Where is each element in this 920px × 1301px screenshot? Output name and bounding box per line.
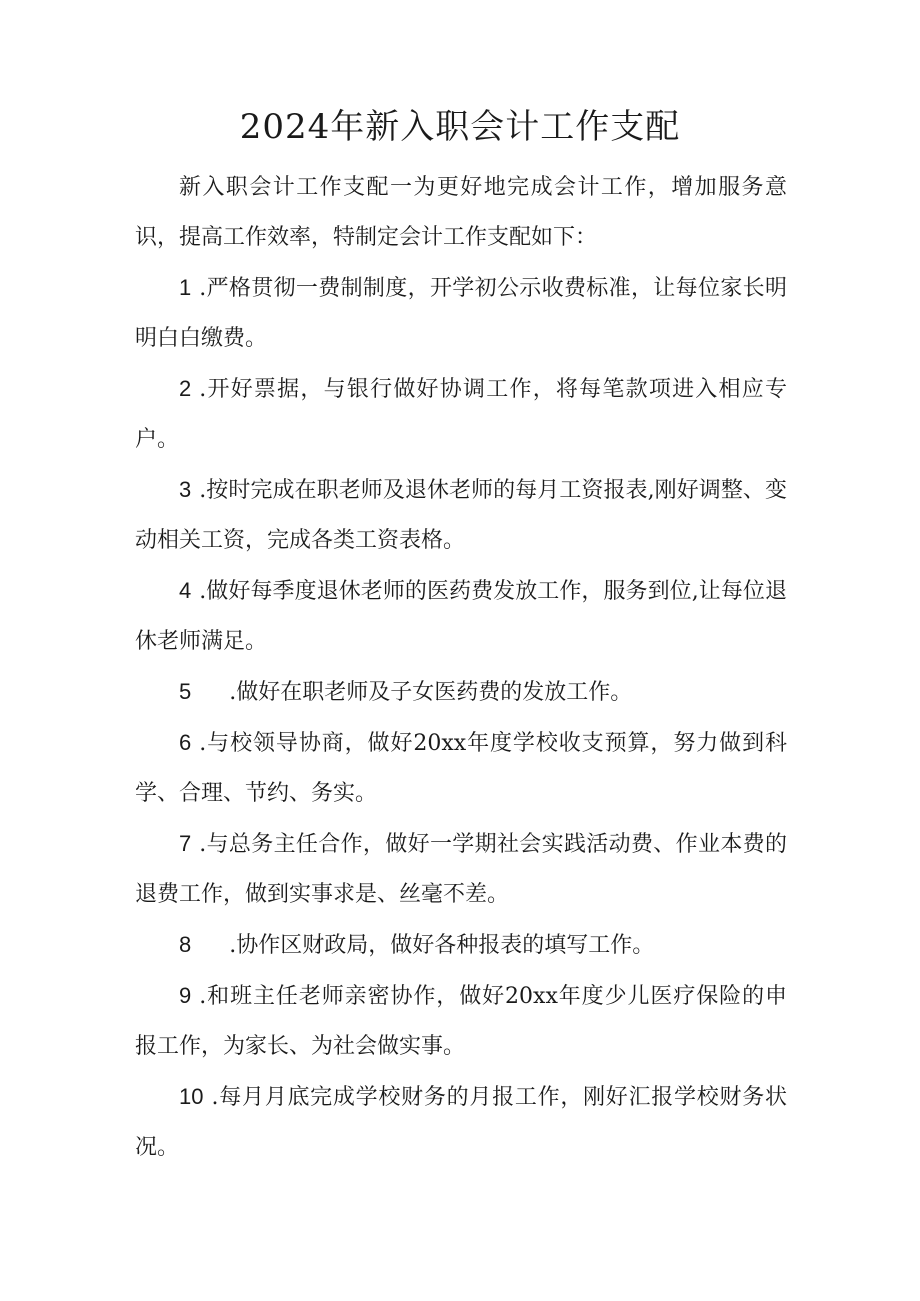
item-number: 9 bbox=[179, 983, 192, 1008]
list-item bbox=[135, 667, 787, 718]
document-body bbox=[135, 163, 787, 1173]
item-number: 7 bbox=[179, 831, 192, 856]
list-item bbox=[135, 920, 787, 971]
item-text: .做好在职老师及子女医药费的发放工作。 bbox=[229, 680, 633, 705]
item-number: 6 bbox=[179, 730, 192, 755]
item-number: 10 bbox=[179, 1084, 204, 1109]
item-number: 1 bbox=[179, 275, 192, 300]
item-number: 5 bbox=[179, 679, 192, 704]
item-number: 8 bbox=[179, 932, 192, 957]
list-item bbox=[135, 971, 787, 1072]
list-item bbox=[135, 718, 787, 819]
item-number: 3 bbox=[179, 477, 192, 502]
document-title: 2024年新入职会计工作支配 bbox=[239, 107, 681, 147]
item-text: .严格贯彻一费制制度，开学初公示收费标准，让每位家长明明白白缴费。 bbox=[135, 276, 787, 351]
item-text: .每月月底完成学校财务的月报工作，刚好汇报学校财务状况。 bbox=[135, 1085, 787, 1160]
item-number: 4 bbox=[179, 578, 192, 603]
item-text: .按时完成在职老师及退休老师的每月工资报表,刚好调整、变动相关工资，完成各类工资表格。 bbox=[135, 478, 787, 553]
item-text: .与总务主任合作，做好一学期社会实践活动费、作业本费的退费工作，做到实事求是、丝毫不差。 bbox=[135, 832, 787, 907]
item-text: .和班主任老师亲密协作，做好20xx年度少儿医疗保险的申报工作，为家长、为社会做实事。 bbox=[135, 984, 787, 1059]
item-text: .做好每季度退休老师的医药费发放工作，服务到位,让每位退休老师满足。 bbox=[135, 579, 787, 654]
item-text: .开好票据，与银行做好协调工作，将每笔款项进入相应专户。 bbox=[135, 377, 787, 452]
list-item bbox=[135, 819, 787, 920]
item-number: 2 bbox=[179, 376, 192, 401]
item-text: .协作区财政局，做好各种报表的填写工作。 bbox=[229, 933, 655, 958]
list-item bbox=[135, 465, 787, 566]
list-item bbox=[135, 566, 787, 667]
list-item bbox=[135, 263, 787, 364]
list-item bbox=[135, 1072, 787, 1173]
list-item bbox=[135, 364, 787, 465]
intro-paragraph: 新入职会计工作支配一为更好地完成会计工作，增加服务意识，提高工作效率，特制定会计工作支配如下： bbox=[135, 175, 787, 250]
item-text: .与校领导协商，做好20xx年度学校收支预算，努力做到科学、合理、节约、务实。 bbox=[135, 731, 787, 806]
